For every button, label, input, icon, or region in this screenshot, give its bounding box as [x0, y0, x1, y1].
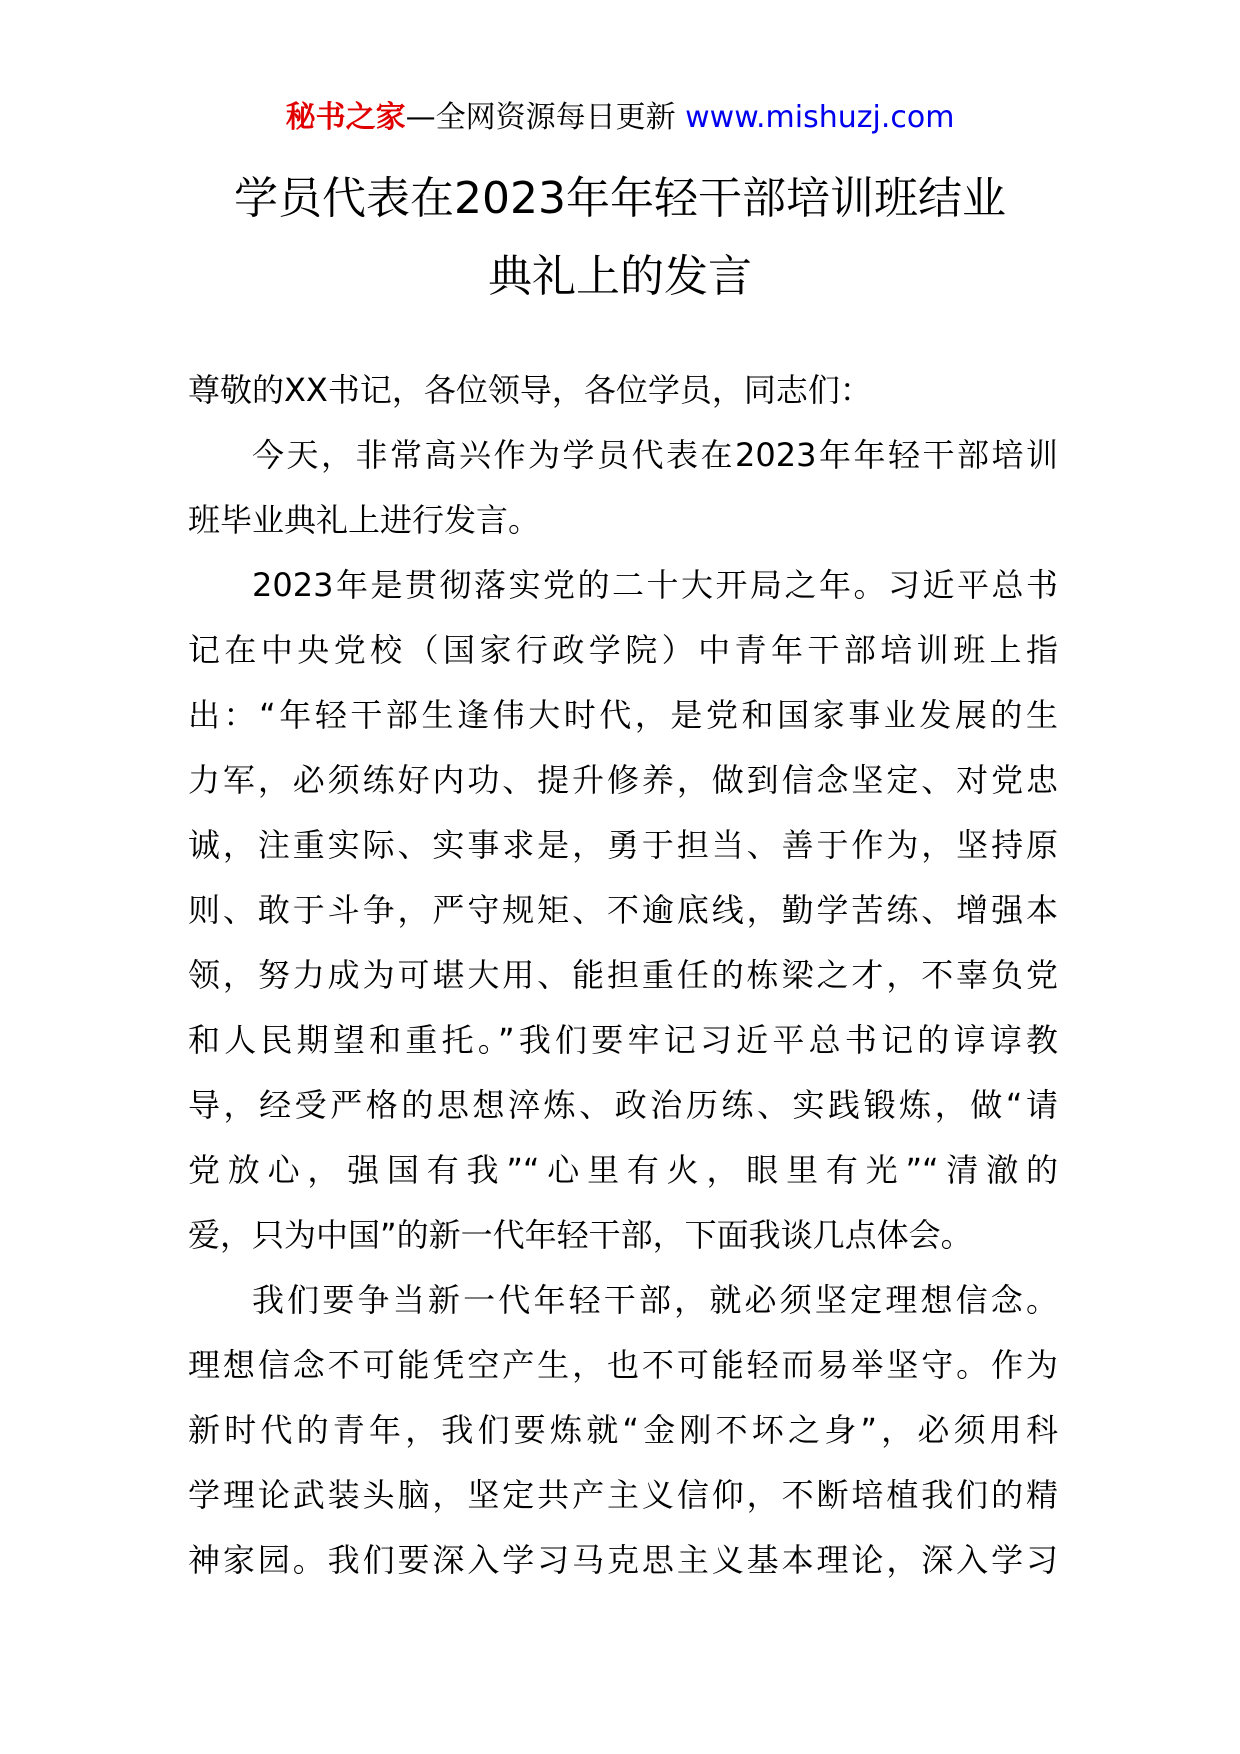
body-line: 导，经受严格的思想淬炼、政治历练、实践锻炼，做“请	[188, 1086, 1058, 1124]
document-body	[188, 358, 1058, 1593]
body-line: 2023年是贯彻落实党的二十大开局之年。习近平总书	[252, 566, 1058, 604]
body-line: 党放心，强国有我”“心里有火，眼里有光”“清澈的	[188, 1151, 1058, 1189]
document-title	[0, 160, 1240, 316]
body-line: 学理论武装头脑，坚定共产主义信仰，不断培植我们的精	[188, 1476, 1058, 1514]
body-line: 理想信念不可能凭空产生，也不可能轻而易举坚守。作为	[188, 1346, 1058, 1384]
site-header	[0, 98, 1240, 138]
brand-name: 秘书之家	[285, 100, 406, 135]
body-line: 班毕业典礼上进行发言。	[188, 501, 541, 539]
body-line: 神家园。我们要深入学习马克思主义基本理论，深入学习	[188, 1541, 1058, 1579]
body-line: 爱，只为中国”的新一代年轻干部，下面我谈几点体会。	[188, 1216, 973, 1254]
site-url-link[interactable]: www.mishuzj.com	[685, 100, 955, 135]
body-line: 领，努力成为可堪大用、能担重任的栋梁之才，不辜负党	[188, 956, 1058, 994]
body-line: 出：“年轻干部生逢伟大时代，是党和国家事业发展的生	[188, 696, 1058, 734]
body-line: 和人民期望和重托。”我们要牢记习近平总书记的谆谆教	[188, 1021, 1058, 1059]
body-line: 力军，必须练好内功、提升修养，做到信念坚定、对党忠	[188, 761, 1058, 799]
body-line: 今天，非常高兴作为学员代表在2023年年轻干部培训	[252, 436, 1058, 474]
body-line: 则、敢于斗争，严守规矩、不逾底线，勤学苦练、增强本	[188, 891, 1058, 929]
body-line: 记在中央党校（国家行政学院）中青年干部培训班上指	[188, 631, 1058, 669]
body-line: 诚，注重实际、实事求是，勇于担当、善于作为，坚持原	[188, 826, 1058, 864]
title-line-2: 典礼上的发言	[488, 251, 752, 302]
header-tagline: —全网资源每日更新	[405, 100, 686, 135]
body-line: 新时代的青年，我们要炼就“金刚不坏之身”，必须用科	[188, 1411, 1058, 1449]
title-line-1: 学员代表在2023年年轻干部培训班结业	[234, 173, 1006, 224]
greeting-line: 尊敬的XX书记，各位领导，各位学员，同志们：	[188, 371, 872, 409]
body-line: 我们要争当新一代年轻干部，就必须坚定理想信念。	[252, 1281, 1058, 1319]
